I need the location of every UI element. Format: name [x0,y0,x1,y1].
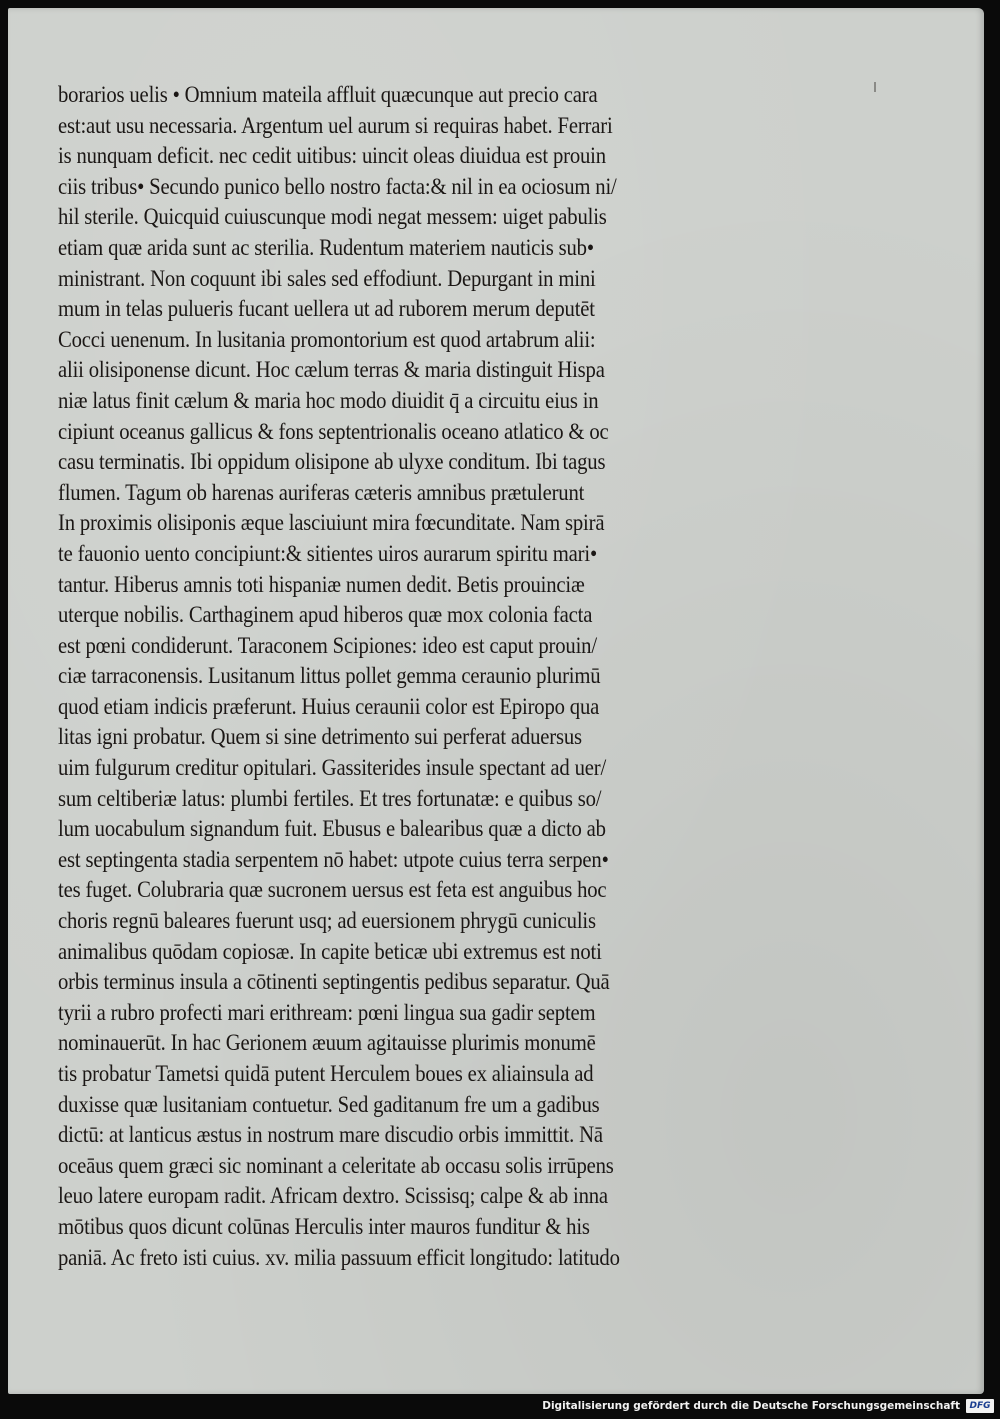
text-line: etiam quæ arida sunt ac sterilia. Rudentum materiem nauticis sub• [58,234,594,260]
text-line: flumen. Tagum ob harenas auriferas cæteris amnibus prætulerunt [58,479,585,505]
text-line: est septingenta stadia serpentem nō habet: utpote cuius terra serpen• [58,846,609,872]
text-line: te fauonio uento concipiunt:& sitientes uiros aurarum spiritu mari• [58,540,598,566]
text-line: dictū: at lanticus æstus in nostrum mare discudio orbis immittit. Nā [58,1122,603,1148]
text-line: uterque nobilis. Carthaginem apud hiberos quæ mox colonia facta [58,602,593,628]
text-line: est pœni condiderunt. Taraconem Scipiones: ideo est caput prouin/ [58,632,597,658]
text-line: lum uocabulum signandum fuit. Ebusus e balearibus quæ a dicto ab [58,816,606,842]
text-line: sum celtiberiæ latus: plumbi fertiles. Et tres fortunatæ: e quibus so/ [58,785,602,811]
text-line: ciis tribus• Secundo punico bello nostro facta:& nil in ea ociosum ni/ [58,173,617,199]
text-line: tes fuget. Colubraria quæ sucronem uersus est feta est anguibus hoc [58,877,607,903]
text-line: paniā. Ac freto isti cuius. xv. milia passuum efficit longitudo: latitudo [58,1244,620,1270]
text-line: borarios uelis • Omnium mateila affluit quæcunque aut precio cara [58,82,598,107]
text-line: leuo latere europam radit. Africam dextro. Scissisq; calpe & ab inna [58,1183,608,1209]
text-line: tantur. Hiberus amnis toti hispaniæ numen dedit. Betis prouinciæ [58,571,585,597]
text-line: is nunquam deficit. nec cedit uitibus: uincit oleas diuidua est prouin [58,143,606,169]
text-line: hil sterile. Quicquid cuiuscunque modi negat messem: uiget pabulis [58,204,607,230]
text-line: quod etiam indicis præferunt. Huius ceraunii color est Epiropo qua [58,693,600,719]
margin-mark [874,82,876,92]
text-line: est:aut usu necessaria. Argentum uel aurum si requiras habet. Ferrari [58,112,613,138]
text-line: uim fulgurum creditur opitulari. Gassiterides insule spectant ad uer/ [58,755,607,781]
funding-credit: Digitalisierung gefördert durch die Deutsche Forschungsgemeinschaft [542,1400,960,1412]
book-page [8,8,984,1394]
text-line: mōtibus quos dicunt colūnas Herculis inter mauros funditur & his [58,1213,590,1239]
text-line: nominauerūt. In hac Gerionem æuum agitauisse plurimis monumē [58,1030,596,1056]
text-line: In proximis olisiponis æque lasciuiunt mira fœcunditate. Nam spirā [58,510,605,536]
text-line: casu terminatis. Ibi oppidum olisipone ab ulyxe conditum. Ibi tagus [58,449,606,475]
text-line: mum in telas pulueris fucant uellera ut ad ruborem merum deputēt [58,296,595,322]
text-line: orbis terminus insula a cōtinenti septingentis pedibus separatur. Quā [58,969,610,995]
text-line: oceāus quem græci sic nominant a celeritate ab occasu solis irrūpens [58,1152,614,1178]
text-line: duxisse quæ lusitaniam contuetur. Sed gaditanum fre um a gadibus [58,1091,600,1117]
text-line: litas igni probatur. Quem si sine detrimento sui perferat aduersus [58,724,582,750]
text-line: tis probatur Tametsi quidā putent Herculem boues ex aliainsula ad [58,1061,594,1086]
dfg-logo: DFG [966,1399,994,1413]
text-line: alii olisiponense dicunt. Hoc cælum terras & maria distinguit Hispa [58,357,605,383]
text-line: tyrii a rubro profecti mari erithream: pœni lingua sua gadir septem [58,999,596,1025]
text-line: ministrant. Non coquunt ibi sales sed effodiunt. Depurgant in mini [58,265,596,291]
text-line: cipiunt oceanus gallicus & fons septentrionalis oceano atlatico & oc [58,418,609,444]
text-line: niæ latus finit cælum & maria hoc modo diuidit q̄ a circuitu eius in [58,387,599,413]
text-line: choris regnū baleares fuerunt usq; ad euersionem phrygū cuniculis [58,908,596,934]
text-line: ciæ tarraconensis. Lusitanum littus pollet gemma ceraunio plurimū [58,663,601,689]
text-line: Cocci uenenum. In lusitania promontorium est quod artabrum alii: [58,326,596,352]
text-line: animalibus quōdam copiosæ. In capite beticæ ubi extremus est noti [58,938,602,964]
text-block [58,80,758,1273]
